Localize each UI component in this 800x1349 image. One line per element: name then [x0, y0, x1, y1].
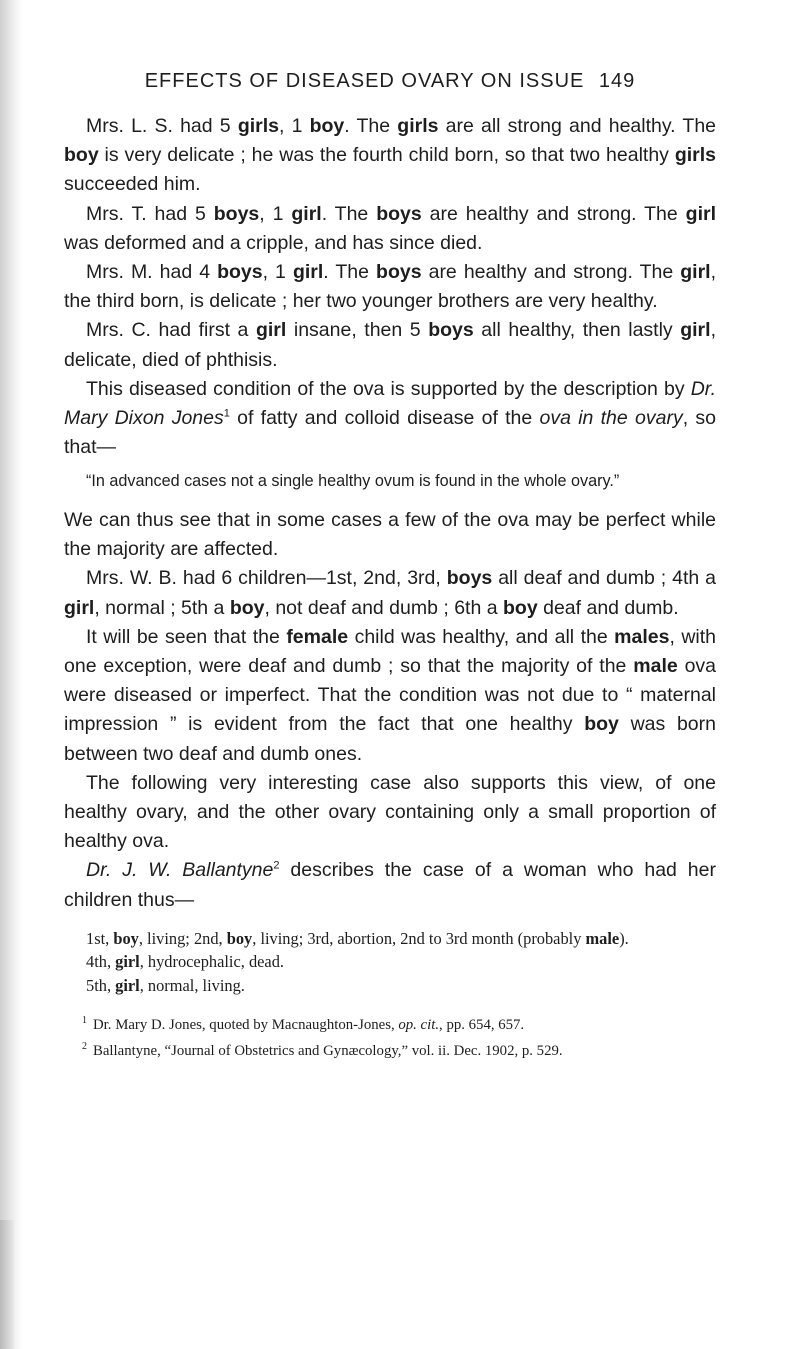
page-content	[64, 64, 716, 1062]
emphasis-girl: girl	[115, 952, 140, 972]
footnote-mark: 1	[82, 1014, 87, 1026]
emphasis-boy: boy	[503, 596, 538, 619]
emphasis-girls: girls	[397, 115, 439, 137]
emphasis-boy: boy	[64, 144, 99, 167]
emphasis-girl: girl	[64, 596, 95, 619]
emphasis-boys: boys	[428, 319, 474, 342]
paragraph-case-t: Mrs. T. had 5 boys, 1 girl. The boys are healthy and strong. The girl was deformed and a cripple, and has since died.	[64, 202, 716, 254]
paragraph-ballantyne: Dr. J. W. Ballantyne$^2$ describes the case of a woman who had her children thus—	[64, 859, 716, 911]
footnotes	[64, 1010, 716, 1062]
emphasis-boys: boys	[446, 567, 493, 590]
list-item: 1st, boy, living; 2nd, boy, living; 3rd, abortion, 2nd to 3rd month (probably male).	[86, 928, 629, 948]
author-name: Dr. J. W. Ballantyne	[86, 859, 274, 882]
footnote-mark: 2	[82, 1040, 87, 1052]
children-list	[64, 927, 716, 998]
page-number: 149	[598, 70, 636, 92]
emphasis-girl: girl	[291, 202, 322, 225]
emphasis-boy: boy	[113, 928, 139, 948]
emphasis-girl: girl	[680, 261, 711, 284]
paragraph-jones: This diseased condition of the ova is supported by the description by Dr. Mary Dixon Jones$^1$ of fatty and colloid disease of the ova in the ovary, so that—	[64, 377, 716, 459]
body-text-continued	[64, 506, 716, 915]
emphasis-girls: girls	[237, 115, 279, 137]
author-name: Dr. Mary Dixon Jones	[64, 377, 716, 430]
emphasis-boy: boy	[309, 115, 345, 137]
list-item: 4th, girl, hydrocephalic, dead.	[86, 952, 284, 972]
page-gutter-shadow-bottom	[0, 1220, 14, 1349]
emphasis-boys: boys	[376, 202, 422, 225]
list-item: 5th, girl, normal, living.	[86, 976, 245, 996]
paragraph-case-wb: Mrs. W. B. had 6 children—1st, 2nd, 3rd, boys all deaf and dumb ; 4th a girl, normal ; 5th a boy, not deaf and dumb ; 6th a boy deaf and dumb.	[64, 567, 716, 619]
emphasis-boy: boy	[229, 596, 265, 619]
paragraph-it-will-be-seen: It will be seen that the female child was healthy, and all the males, with one exception, were deaf and dumb ; so that the majority of the male ova were diseased or imperfect. That the condition was not due to “ maternal impression ” is evident from the fact that one healthy boy was born between two deaf and dumb ones.	[64, 625, 717, 765]
emphasis-girls: girls	[674, 144, 716, 167]
footnote-ref-1: 1	[223, 407, 230, 420]
body-text	[64, 112, 716, 462]
emphasis-girl: girl	[255, 319, 287, 342]
paragraph-following-case: The following very interesting case also supports this view, of one healthy ovary, and the other ovary containing only a small proportion of healthy ova.	[64, 771, 716, 853]
emphasis-boys: boys	[217, 261, 263, 284]
paragraph-we-can: We can thus see that in some cases a few of the ova may be perfect while the majority are affected.	[64, 509, 716, 561]
block-quote: “In advanced cases not a single healthy ovum is found in the whole ovary.”	[86, 472, 620, 491]
emphasis-male: male	[633, 655, 678, 678]
page-gutter-shadow	[0, 0, 22, 1349]
emphasis-boys: boys	[213, 202, 260, 225]
paragraph-case-ls: Mrs. L. S. had 5 girls, 1 boy. The girls are all strong and healthy. The boy is very delicate ; he was the fourth child born, so that two healthy girls succeeded him.	[64, 115, 717, 196]
emphasis-males: males	[614, 625, 670, 648]
emphasis-boy: boy	[584, 713, 619, 736]
running-head	[64, 64, 716, 98]
emphasis-male: male	[585, 928, 620, 948]
emphasis-girl: girl	[680, 319, 711, 342]
paragraph-case-m: Mrs. M. had 4 boys, 1 girl. The boys are healthy and strong. The girl, the third born, is delicate ; her two younger brothers are very healthy.	[64, 261, 716, 313]
running-head-title: EFFECTS OF DISEASED OVARY ON ISSUE	[144, 70, 585, 92]
paragraph-case-c: Mrs. C. had first a girl insane, then 5 boys all healthy, then lastly girl, delicate, died of phthisis.	[64, 319, 716, 371]
emphasis-boys: boys	[376, 261, 422, 284]
footnote-2: $^2$ Ballantyne, “Journal of Obstetrics and Gynæcology,” vol. ii. Dec. 1902, p. 529.	[82, 1040, 563, 1059]
emphasis-girl: girl	[115, 976, 140, 996]
emphasis-female: female	[286, 625, 349, 648]
footnote-ref-2: 2	[273, 859, 280, 872]
emphasis-girl: girl	[685, 202, 716, 225]
emphasis-boy: boy	[226, 928, 253, 948]
emphasis-girl: girl	[292, 261, 324, 284]
footnote-1: $^1$ Dr. Mary D. Jones, quoted by Macnaughton-Jones, op. cit., pp. 654, 657.	[82, 1014, 525, 1033]
italic-phrase: ova in the ovary	[539, 407, 683, 430]
